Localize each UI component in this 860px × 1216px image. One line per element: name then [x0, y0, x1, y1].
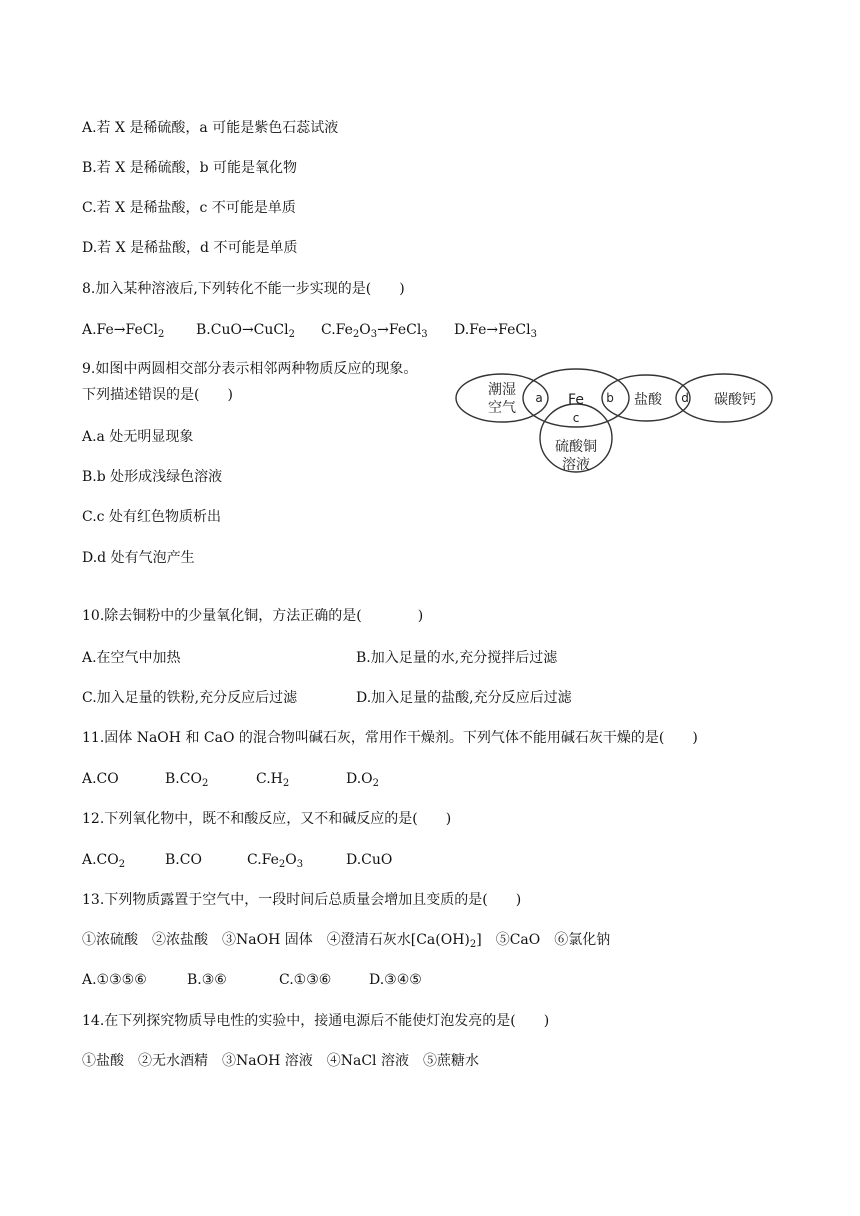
q13-items: ①浓硫酸 ②浓盐酸 ③NaOH 固体 ④澄清石灰水$[Ca(OH)_2]$ ⑤CaO ⑥氯化钠 [82, 932, 611, 950]
intersection-d-label: d [681, 391, 689, 405]
q8-option-d: D.Fe→FeCl$_3$ [454, 322, 537, 340]
q13-stem: 13.下列物质露置于空气中，一段时间后总质量会增加且变质的是( ) [82, 892, 522, 908]
q11-option-c: $C.H_2$ [256, 771, 290, 789]
q10-stem: 10.除去铜粉中的少量氧化铜，方法正确的是( ) [82, 608, 424, 624]
q7-option-d: D.若 X 是稀盐酸，d 不可能是单质 [82, 240, 298, 256]
q7-option-c: C.若 X 是稀盐酸，c 不可能是单质 [82, 200, 296, 216]
cuso4-label-2: 溶液 [562, 457, 590, 473]
fe-label: Fe [568, 392, 584, 408]
cuso4-label-1: 硫酸铜 [555, 439, 597, 455]
q10-option-d: D.加入足量的盐酸,充分反应后过滤 [356, 690, 572, 706]
q8-stem: 8.加入某种溶液后,下列转化不能一步实现的是( ) [82, 281, 405, 297]
q9-option-d: D.d 处有气泡产生 [82, 550, 195, 566]
q11-stem: 11.固体 NaOH 和 CaO 的混合物叫碱石灰，常用作干燥剂。下列气体不能用碱石灰干燥的是( ) [82, 730, 698, 746]
q7-option-b: B.若 X 是稀硫酸，b 可能是氧化物 [82, 160, 298, 176]
q11-option-b: $B.CO_2$ [165, 771, 209, 789]
q14-items: ①盐酸 ②无水酒精 ③NaOH 溶液 ④NaCl 溶液 ⑤蔗糖水 [82, 1053, 479, 1069]
q8-option-b: B.CuO→CuCl$_2$ [196, 322, 295, 340]
q13-option-a: A.①③⑤⑥ [82, 972, 147, 988]
intersection-a-label: a [535, 391, 543, 405]
q7-option-a: A.若 X 是稀硫酸，a 可能是紫色石蕊试液 [82, 120, 339, 136]
intersection-c-label: c [572, 411, 580, 425]
q10-option-a: A.在空气中加热 [82, 650, 181, 666]
q8-option-c: $C.Fe_2O_3\to FeCl_3$ [321, 322, 428, 340]
wet-air-label-1: 潮湿 [488, 382, 516, 398]
q12-option-b: B.CO [165, 852, 202, 868]
q10-option-c: C.加入足量的铁粉,充分反应后过滤 [82, 690, 298, 706]
q9-stem-line2: 下列描述错误的是( ) [82, 387, 233, 403]
hcl-label: 盐酸 [634, 392, 662, 408]
caco3-label: 碳酸钙 [714, 392, 756, 408]
q12-option-a: $A.CO_2$ [82, 852, 126, 870]
reaction-circles-diagram [452, 366, 782, 478]
q11-option-a: A.CO [82, 771, 119, 787]
q8-option-a: A.Fe→FeCl$_2$ [82, 322, 165, 340]
q12-option-d: D.CuO [346, 852, 393, 868]
intersection-b-label: b [606, 391, 614, 405]
q12-stem: 12.下列氧化物中，既不和酸反应，又不和碱反应的是( ) [82, 811, 452, 827]
q11-option-d: $D.O_2$ [346, 771, 380, 789]
q13-option-d: D.③④⑤ [369, 972, 422, 988]
q13-option-c: C.①③⑥ [279, 972, 332, 988]
wet-air-label-2: 空气 [488, 400, 516, 416]
q9-stem-line1: 9.如图中两圆相交部分表示相邻两种物质反应的现象。 [82, 361, 418, 377]
q12-option-c: $C.Fe_2O_3$ [247, 852, 304, 870]
q9-option-a: A.a 处无明显现象 [82, 429, 194, 445]
q9-option-c: C.c 处有红色物质析出 [82, 509, 221, 525]
q14-stem: 14.在下列探究物质导电性的实验中，接通电源后不能使灯泡发亮的是( ) [82, 1013, 550, 1029]
q9-option-b: B.b 处形成浅绿色溶液 [82, 469, 223, 485]
q13-option-b: B.③⑥ [187, 972, 227, 988]
q10-option-b: B.加入足量的水,充分搅拌后过滤 [356, 650, 558, 666]
